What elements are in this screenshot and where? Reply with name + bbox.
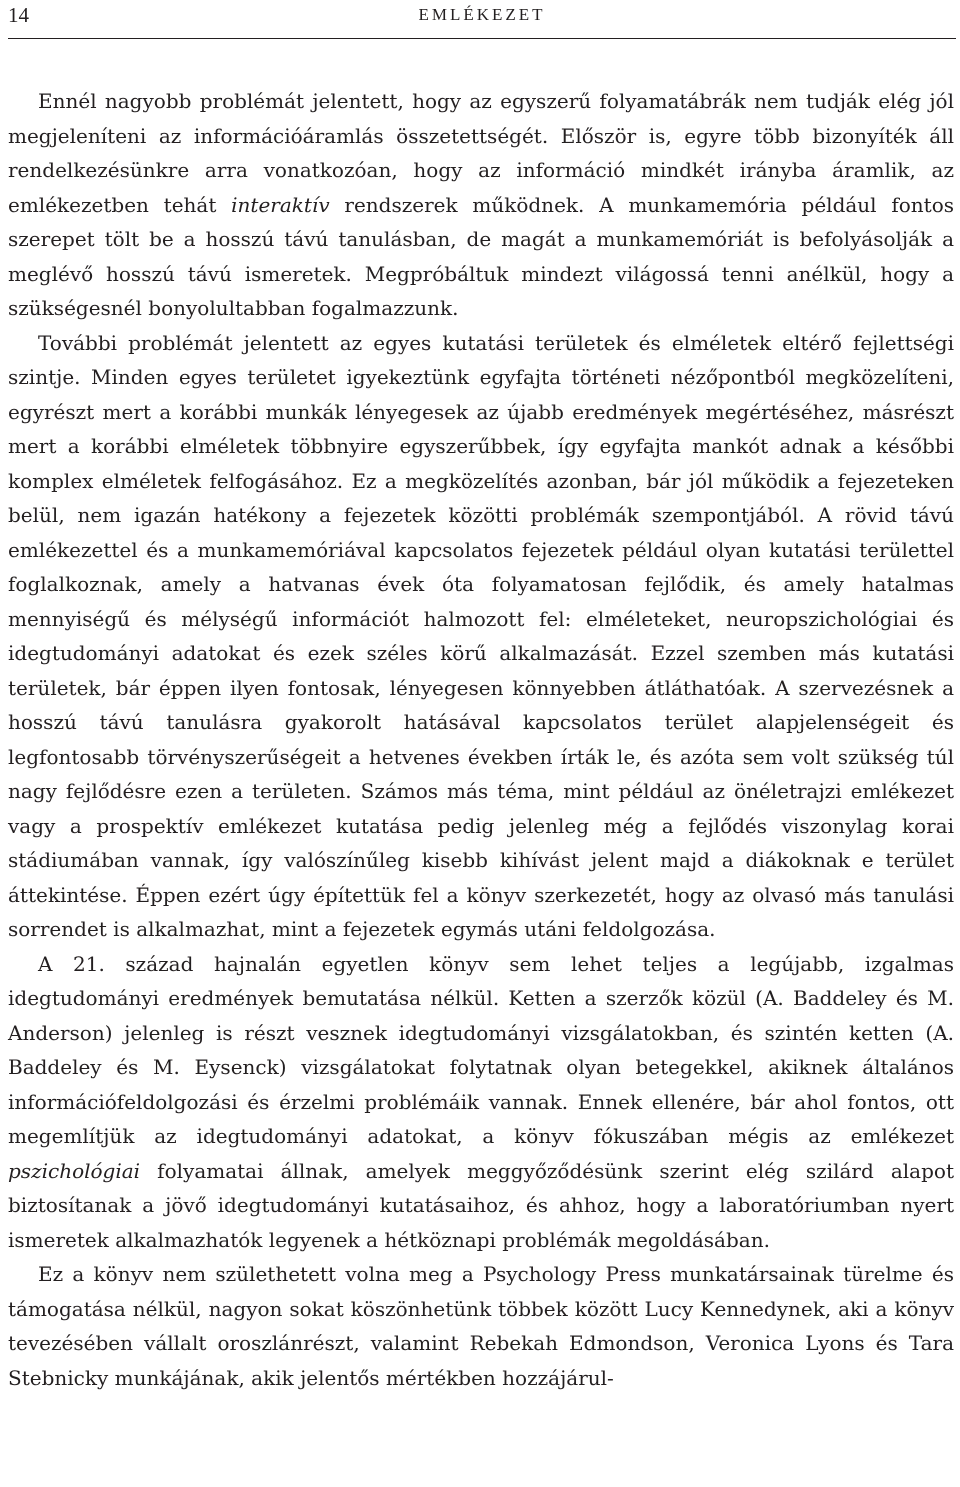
text-run: folyamatai állnak, amelyek meggyőződésünk szerint elég szilárd alapot biztosítanak a jövő idegtudományi kutatásaihoz, és ahhoz, hogy a laboratóriumban nyert ismeretek alkalmazhatók legyenek a hétköznapi problémák megoldásában. <box>8 1158 954 1252</box>
text-run: Ennél nagyobb problémát jelentett, hogy az egyszerű folyamatábrák nem tudják elég jól megjeleníteni az információáramlás összetettségét. Először is, egyre több bizonyíték áll rendelkezésünkre arra vonatkozóan, hogy az információ mindkét irányba áramlik, az emlékezetben tehát <box>8 89 954 217</box>
text-run: Ez a könyv nem születhetett volna meg a Psychology Press munkatársainak türelme és támogatása nélkül, nagyon sokat köszönhetünk többek között Lucy Kennedynek, aki a könyv tevezésében vállalt oroszlánrészt, valamint Rebekah Edmondson, Veronica Lyons és Tara Stebnicky munkájának, akik jelentős mértékben hozzájárul- <box>8 1262 954 1390</box>
emphasized-text: pszichológiai <box>8 1158 141 1183</box>
paragraph <box>8 84 954 326</box>
text-run: További problémát jelentett az egyes kutatási területek és elméletek eltérő fejlettségi szintje. Minden egyes területet igyekeztünk egyfajta történeti nézőpontból megközelíteni, egyrészt mert a korábbi munkák lényegesek az újabb eredmények megértéséhez, másrészt mert a korábbi elméletek többnyire egyszerűbbek, így egyfajta mankót adnak a későbbi komplex elméletek felfogásához. Ez a megközelítés azonban, bár jól működik a fejezeteken belül, nem igazán hatékony a fejezetek közötti problémák szempontjából. A rövid távú emlékezettel és a munkamemóriával kapcsolatos fejezetek például olyan kutatási területtel foglalkoznak, amely a hatvanas évek óta folyamatosan fejlődik, és amely hatalmas mennyiségű és mélységű információt halmozott fel: elméleteket, neuropszichológiai és idegtudományi adatokat és ezek széles körű alkalmazását. Ezzel szemben más kutatási területek, bár éppen ilyen fontosak, lényegesen könnyebben átláthatóak. A szervezésnek a hosszú távú tanulásra gyakorolt hatásával kapcsolatos terület alapjelenségeit és legfontosabb törvényszerűségeit a hetvenes években írták le, és azóta sem volt szükség túl nagy fejlődésre ezen a területen. Számos más téma, mint például az önéletrajzi emlékezet vagy a prospektív emlékezet kutatása pedig jelenleg még a fejlődés viszonylag korai stádiumában vannak, így valószínűleg kisebb kihívást jelent majd a diákoknak e terület áttekintése. Éppen ezért úgy építettük fel a könyv szerkezetét, hogy az olvasó más tanulási sorrendet is alkalmazhat, mint a fejezetek egymás utáni feldolgozása. <box>8 330 954 941</box>
page-header <box>8 0 956 39</box>
paragraph <box>8 947 954 1258</box>
body-text <box>8 84 954 1395</box>
text-run: rendszerek működnek. A munkamemória például fontos szerepet tölt be a hosszú távú tanulásban, de magát a munkamemóriát is befolyásolják a meglévő hosszú távú ismeretek. Megpróbáltuk mindezt világossá tenni anélkül, hogy a szükségesnél bonyolultabban fogalmazzunk. <box>8 192 954 320</box>
paragraph <box>8 1257 954 1395</box>
running-head: EMLÉKEZET <box>418 5 546 24</box>
page-number: 14 <box>8 3 29 27</box>
paragraph <box>8 326 954 947</box>
text-run: A 21. század hajnalán egyetlen könyv sem lehet teljes a legújabb, izgalmas idegtudományi eredmények bemutatása nélkül. Ketten a szerzők közül (A. Baddeley és M. Anderson) jelenleg is részt vesznek idegtudományi vizsgálatokban, és szintén ketten (A. Baddeley és M. Eysenck) vizsgálatokat folytatnak olyan betegekkel, akiknek általános információfeldolgozási és érzelmi problémáik vannak. Ennek ellenére, bár ahol fontos, ott megemlítjük az idegtudományi adatokat, a könyv fókuszában mégis az emlékezet <box>8 951 954 1148</box>
emphasized-text: interaktív <box>231 192 330 217</box>
